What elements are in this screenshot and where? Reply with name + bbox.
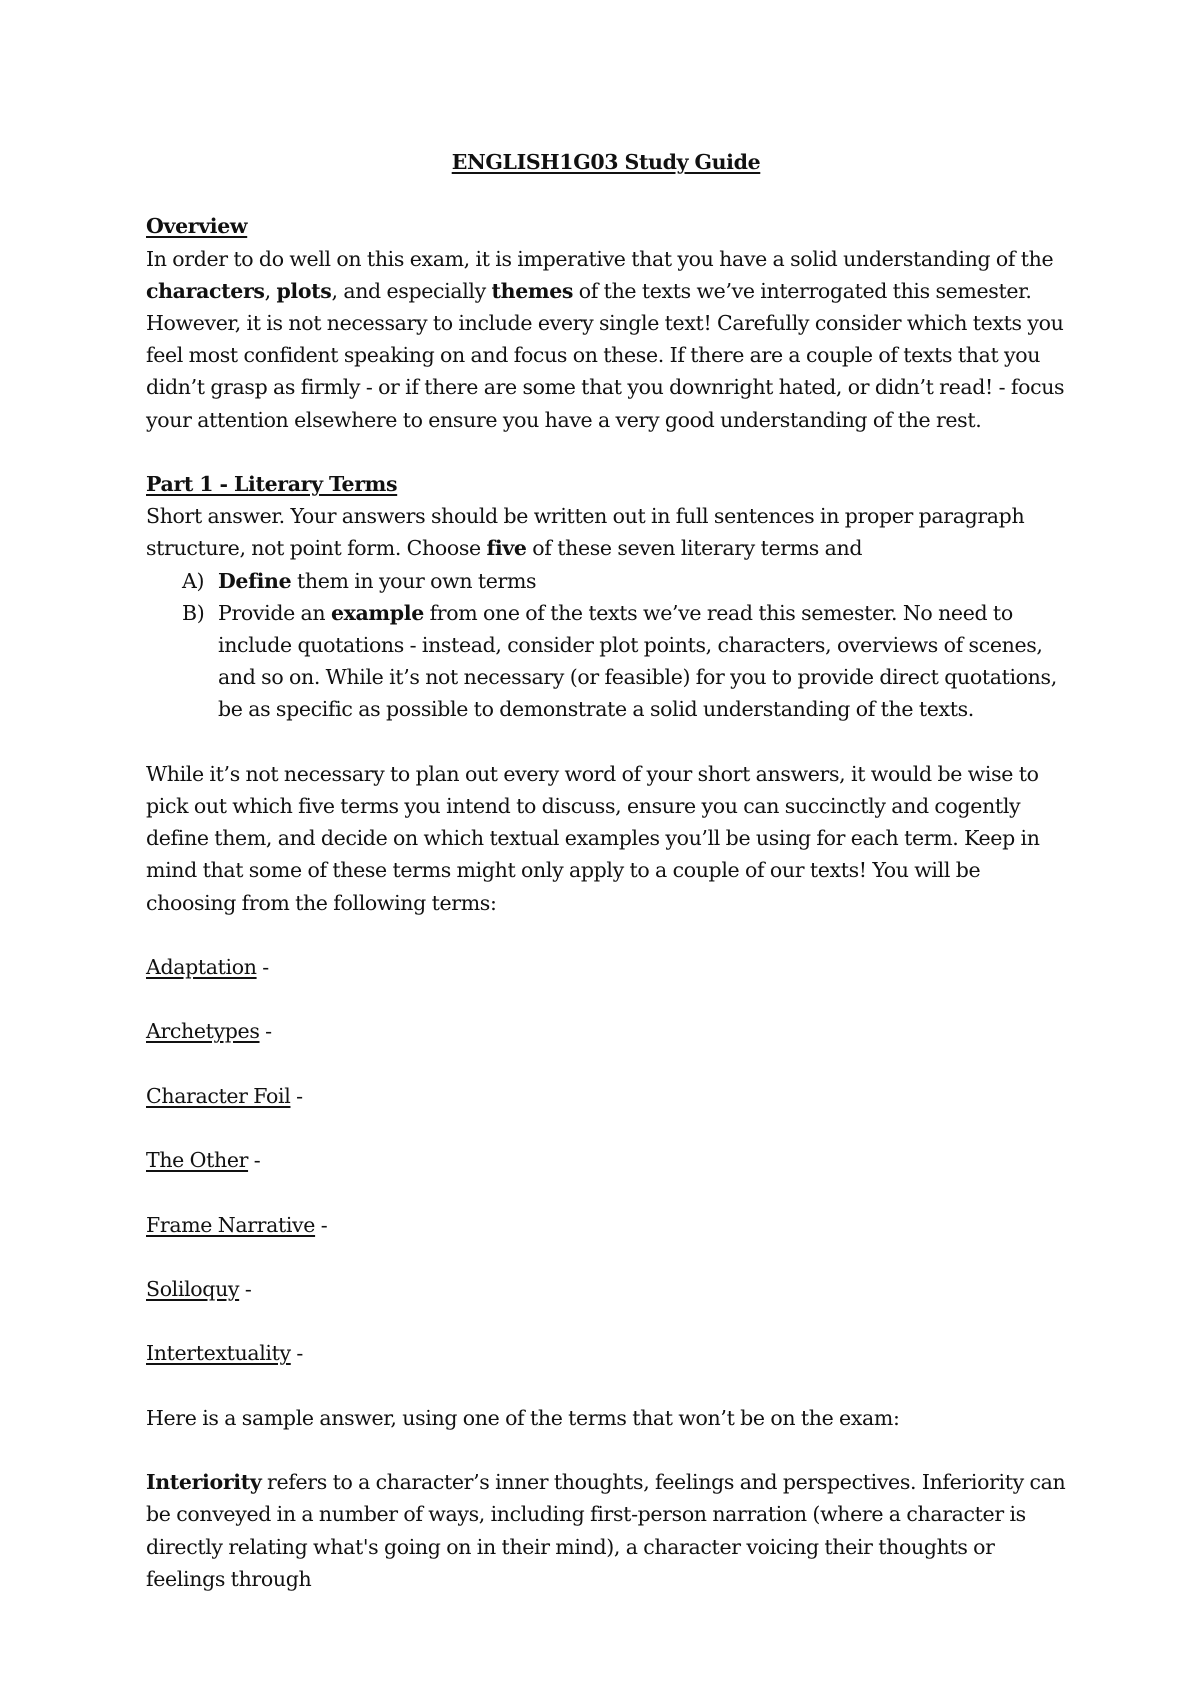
overview-heading: Overview (146, 214, 248, 239)
term-dash: - (290, 1341, 303, 1366)
term-dash: - (248, 1148, 261, 1173)
term-dash: - (256, 955, 269, 979)
term-label: Adaptation (146, 955, 257, 979)
spacer (146, 1434, 1066, 1466)
list-marker: B) (182, 600, 205, 625)
term-label: Character Foil (146, 1083, 291, 1108)
spacer (146, 178, 1066, 210)
term-frame-narrative (146, 1209, 1066, 1241)
spacer (146, 1048, 1066, 1080)
spacer (146, 1112, 1066, 1144)
list-item (146, 565, 1066, 597)
list-item-bold: Define (218, 568, 292, 593)
spacer (146, 1241, 1066, 1273)
list-item-pre: Provide an (218, 600, 331, 625)
term-label: Frame Narrative (146, 1212, 316, 1237)
spacer (146, 1305, 1066, 1337)
part1-intro-text-1: Short answer. Your answers should be written out in full sentences in proper paragraph structure, not point form. Choose (146, 504, 1025, 561)
spacer (146, 1370, 1066, 1402)
list-item (146, 597, 1066, 726)
spacer (146, 919, 1066, 951)
term-soliloquy (146, 1273, 1066, 1305)
overview-text-4: of the texts we’ve interrogated this semester. However, it is not necessary to include every single text! Carefully consider which texts you feel most confident speaking on and focus on these. If there are a couple of texts that you didn’t grasp as firmly - or if there are some that you downright hated, or didn’t read! - focus your attention elsewhere to ensure you have a very good understanding of the rest. (146, 278, 1065, 432)
term-dash: - (290, 1083, 303, 1108)
overview-text-2: , (264, 278, 277, 303)
term-label: Intertextuality (146, 1341, 291, 1366)
spacer (146, 1176, 1066, 1208)
instruction-list (146, 565, 1066, 726)
list-item-text: them in your own terms (291, 568, 537, 593)
document-title: ENGLISH1G03 Study Guide (451, 150, 761, 174)
sample-answer (146, 1466, 1066, 1595)
planning-paragraph: While it’s not necessary to plan out every word of your short answers, it would be wise to pick out which five terms you intend to discuss, ensure you can succinctly and cogently define them, and decide on which textual examples you’ll be using for each term. Keep in mind that some of these terms might only apply to a couple of our texts! You will be choosing from the following terms: (146, 761, 1040, 915)
term-character-foil (146, 1080, 1066, 1112)
document-page (146, 146, 1066, 1595)
term-archetypes (146, 1015, 1066, 1047)
overview-bold-plots: plots (276, 278, 332, 303)
part1-intro-bold-five: five (486, 536, 527, 561)
term-label: The Other (146, 1148, 249, 1173)
spacer (146, 726, 1066, 758)
term-label: Soliloquy (146, 1276, 240, 1301)
term-dash: - (315, 1212, 328, 1237)
part1-heading: Part 1 - Literary Terms (146, 471, 398, 496)
overview-bold-characters: characters (146, 278, 265, 303)
term-dash: - (259, 1019, 272, 1044)
part1-intro (146, 500, 1066, 564)
sample-bold-interiority: Interiority (146, 1470, 262, 1495)
term-label: Archetypes (146, 1019, 260, 1044)
spacer (146, 983, 1066, 1015)
sample-answer-text: refers to a character’s inner thoughts, feelings and perspectives. Inferiority can be conveyed in a number of ways, including first-person narration (where a character is directly relating what's going on in their mind), a character voicing their thoughts or feelings through (146, 1470, 1066, 1591)
spacer (146, 436, 1066, 468)
sample-intro: Here is a sample answer, using one of the terms that won’t be on the exam: (146, 1405, 900, 1430)
overview-paragraph (146, 243, 1066, 436)
list-item-text: from one of the texts we’ve read this semester. No need to include quotations - instead, consider plot points, characters, overviews of scenes, and so on. While it’s not necessary (or feasible) for you to provide direct quotations, be as specific as possible to demonstrate a solid understanding of the texts. (218, 600, 1057, 722)
overview-bold-themes: themes (491, 278, 574, 303)
part1-intro-text-2: of these seven literary terms and (526, 536, 863, 561)
list-item-bold: example (330, 600, 424, 625)
term-adaptation (146, 951, 1066, 983)
term-intertextuality (146, 1337, 1066, 1369)
overview-text-1: In order to do well on this exam, it is imperative that you have a solid understanding of the (146, 246, 1054, 271)
list-marker: A) (182, 568, 205, 593)
overview-text-3: , and especially (331, 278, 492, 303)
term-dash: - (239, 1276, 252, 1301)
term-the-other (146, 1144, 1066, 1176)
